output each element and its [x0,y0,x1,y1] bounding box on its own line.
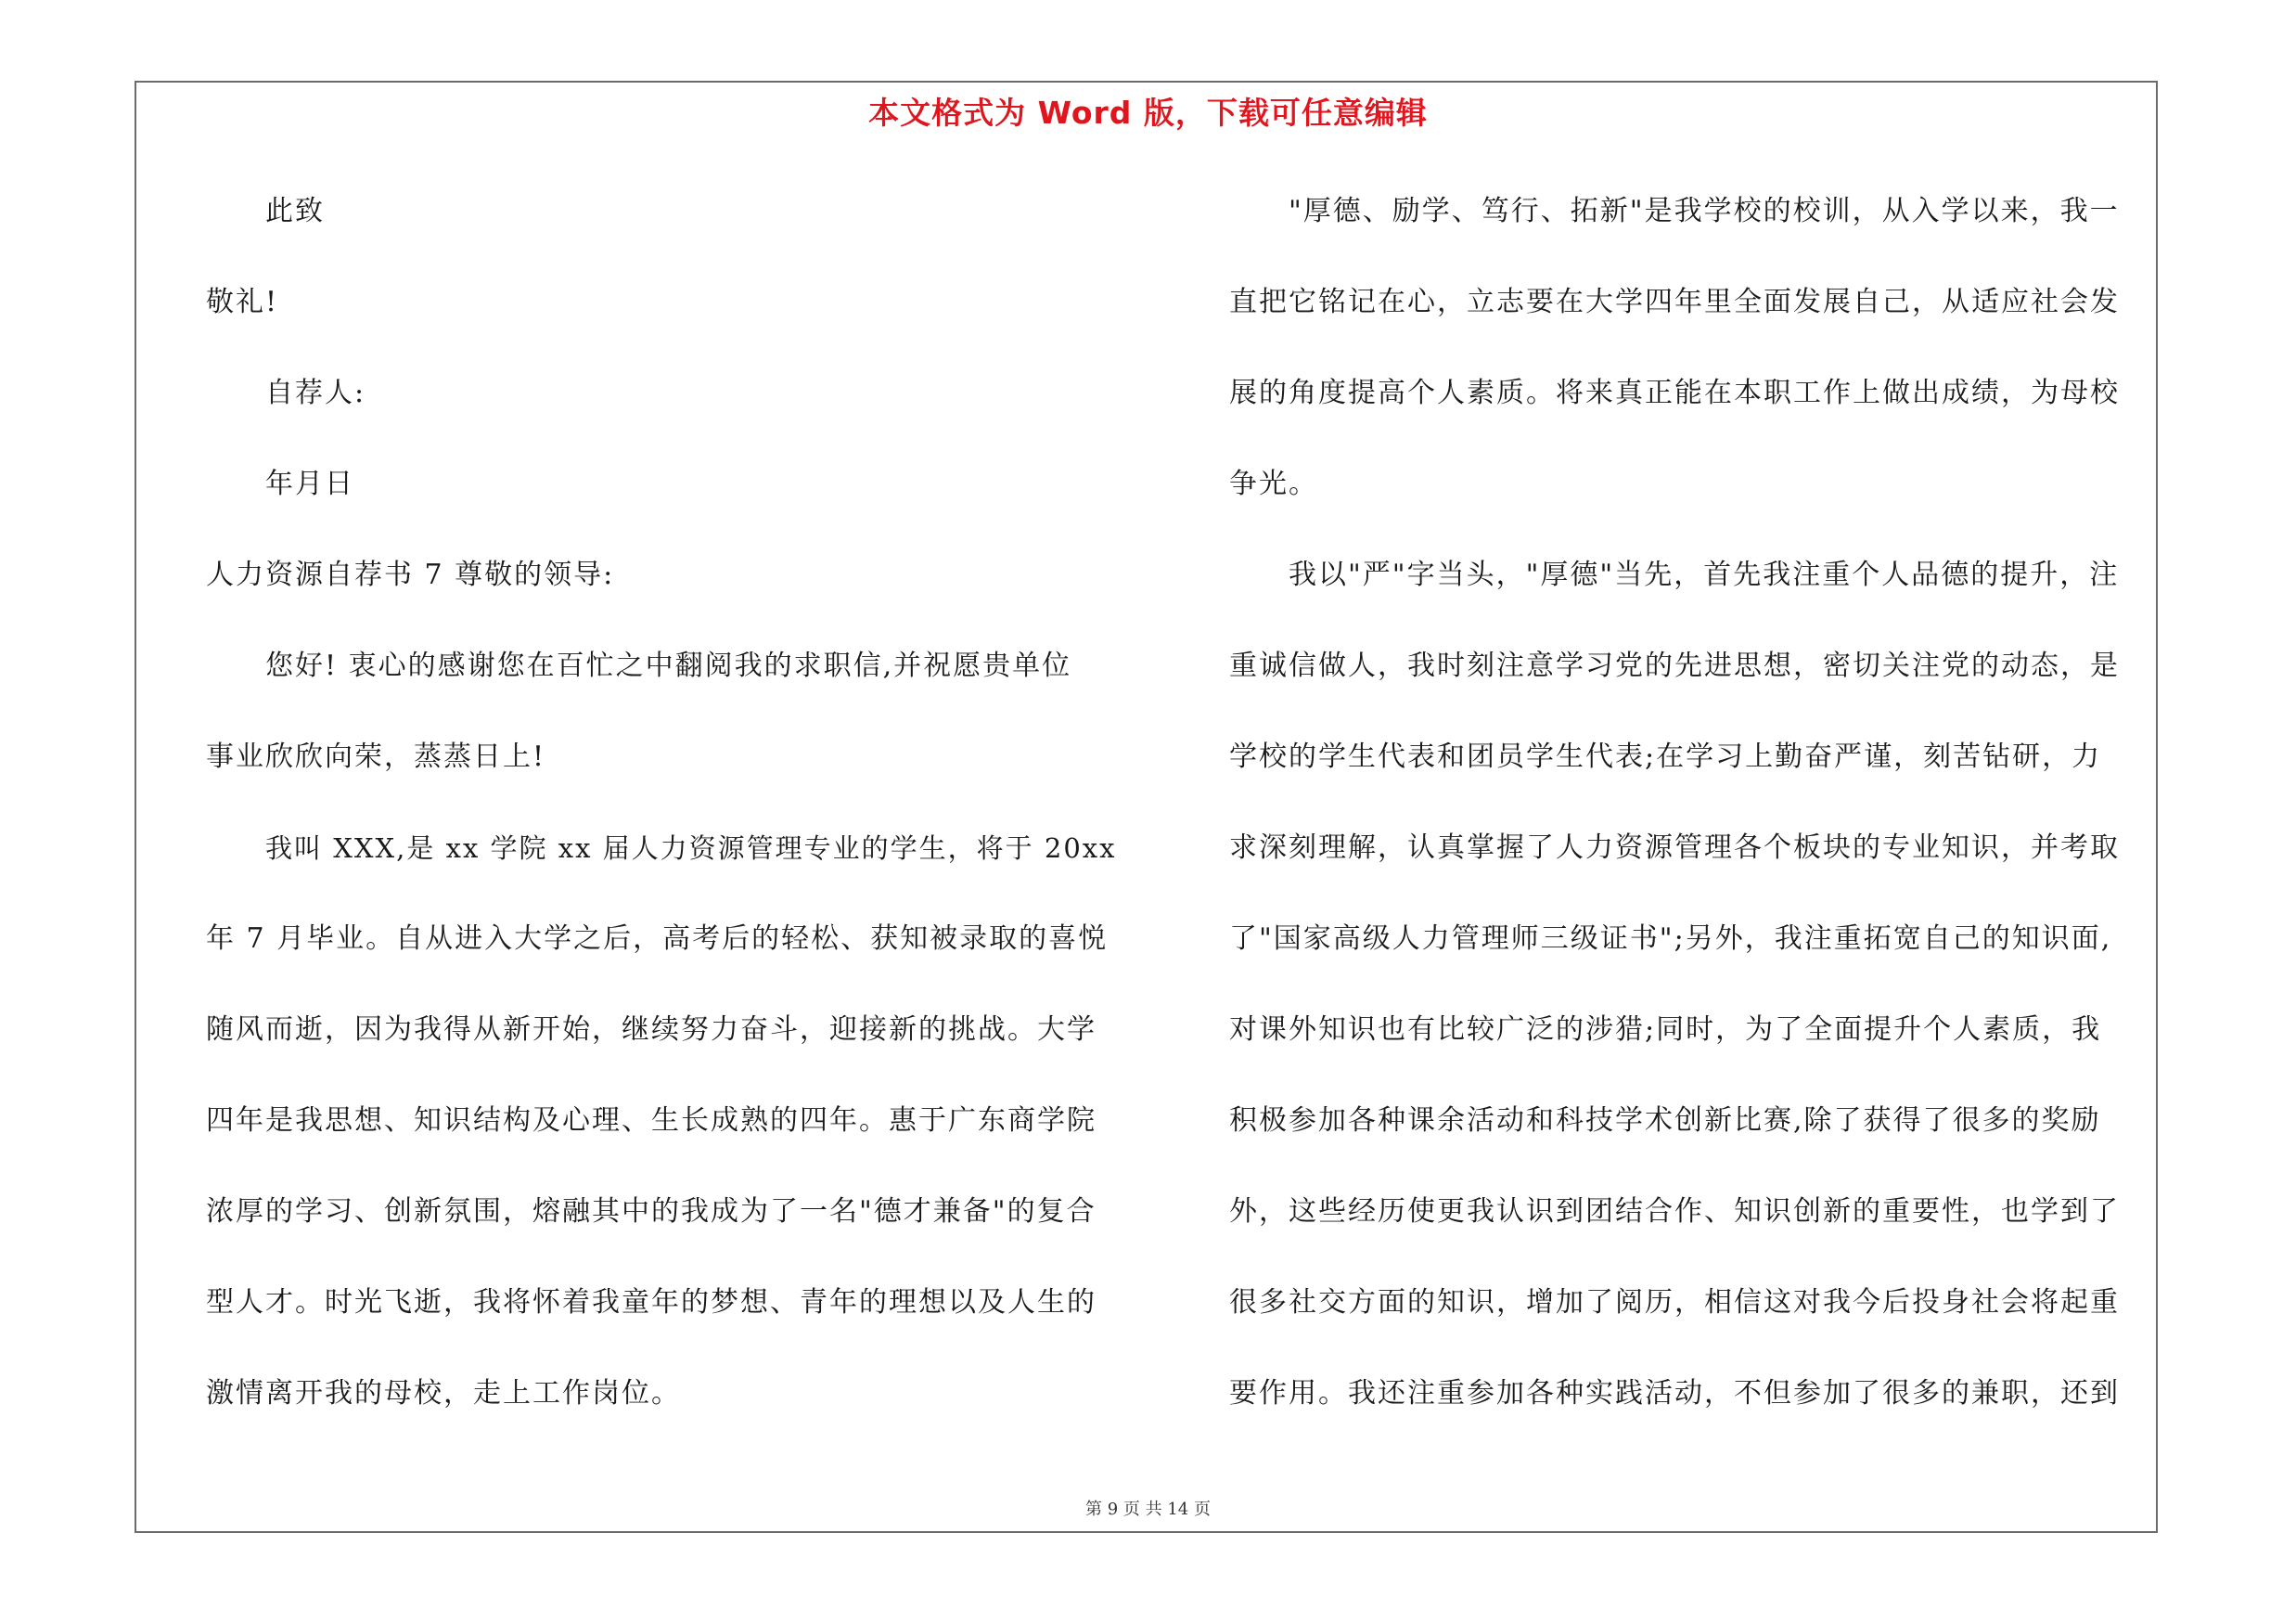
paragraph-line: 积极参加各种课余活动和科技学术创新比赛,除了获得了很多的奖励 [1229,1104,2101,1137]
closing-respect: 敬礼! [206,286,279,318]
paragraph-line: 您好! 衷心的感谢您在百忙之中翻阅我的求职信,并祝愿贵单位 [265,650,1072,682]
paragraph-line: 重诚信做人，我时刻注意学习党的先进思想，密切关注党的动态，是 [1229,650,2120,682]
paragraph-line: 事业欣欣向荣，蒸蒸日上! [206,741,546,773]
paragraph-line: 求深刻理解，认真掌握了人力资源管理各个板块的专业知识，并考取 [1229,831,2120,864]
page-number: 第 9 页 共 14 页 [1085,1500,1211,1519]
paragraph-line: 四年是我思想、知识结构及心理、生长成熟的四年。惠于广东商学院 [206,1104,1097,1137]
paragraph-line: 我以"严"字当头，"厚德"当先，首先我注重个人品德的提升，注 [1289,559,2120,591]
paragraph-line: 学校的学生代表和团员学生代表;在学习上勤奋严谨，刻苦钻研，力 [1229,741,2102,773]
paragraph-line: 外，这些经历使更我认识到团结合作、知识创新的重要性，也学到了 [1229,1195,2120,1228]
paragraph-line: 争光。 [1229,468,1318,500]
paragraph-line: 激情离开我的母校，走上工作岗位。 [206,1377,681,1410]
closing-salutation: 此致 [265,195,325,227]
paragraph-line: 很多社交方面的知识，增加了阅历，相信这对我今后投身社会将起重 [1229,1286,2120,1319]
format-banner: 本文格式为 Word 版，下载可任意编辑 [868,95,1428,131]
signature-label: 自荐人: [265,377,366,409]
paragraph-line: 对课外知识也有比较广泛的涉猎;同时，为了全面提升个人素质，我 [1229,1013,2102,1046]
paragraph-line: 展的角度提高个人素质。将来真正能在本职工作上做出成绩，为母校 [1229,377,2120,409]
paragraph-line: 了"国家高级人力管理师三级证书";另外，我注重拓宽自己的知识面, [1229,922,2112,955]
date-line: 年月日 [265,468,354,500]
paragraph-line: 年 7 月毕业。自从进入大学之后，高考后的轻松、获知被录取的喜悦 [206,922,1109,955]
paragraph-line: 浓厚的学习、创新氛围，熔融其中的我成为了一名"德才兼备"的复合 [206,1195,1097,1228]
paragraph-line: 直把它铭记在心，立志要在大学四年里全面发展自己，从适应社会发 [1229,286,2120,318]
paragraph-line: 型人才。时光飞逝，我将怀着我童年的梦想、青年的理想以及人生的 [206,1286,1097,1319]
paragraph-line: 我叫 XXX,是 xx 学院 xx 届人力资源管理专业的学生，将于 20xx [265,832,1117,864]
paragraph-line: 要作用。我还注重参加各种实践活动，不但参加了很多的兼职，还到 [1229,1377,2120,1410]
paragraph-line: "厚德、励学、笃行、拓新"是我学校的校训，从入学以来，我一 [1289,195,2120,227]
letter-heading: 人力资源自荐书 7 尊敬的领导: [206,559,615,591]
paragraph-line: 随风而逝，因为我得从新开始，继续努力奋斗，迎接新的挑战。大学 [206,1013,1097,1046]
